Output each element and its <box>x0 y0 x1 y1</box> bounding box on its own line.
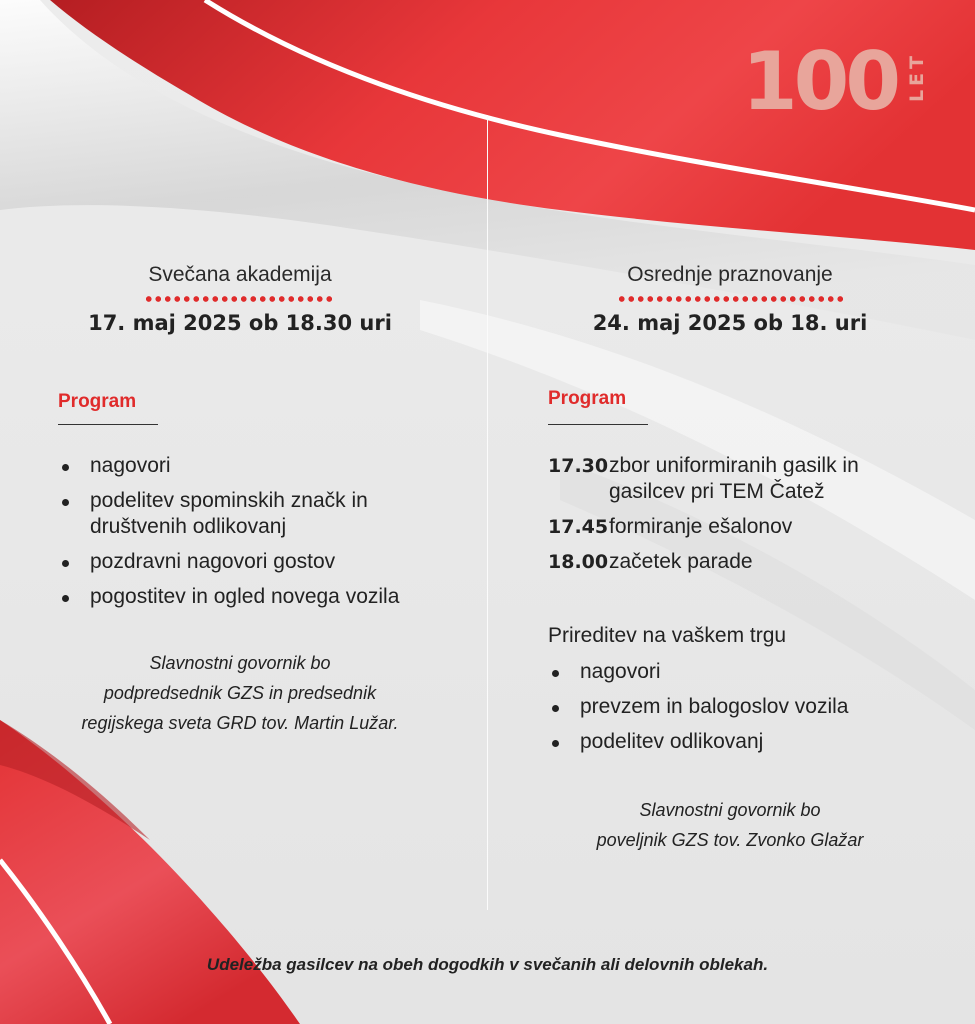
right-program-rule <box>548 424 648 425</box>
speaker-line: Slavnostni govornik bo <box>149 653 331 673</box>
left-dotted-line <box>144 295 336 303</box>
left-program-list <box>58 453 438 619</box>
schedule-time: 17.30 <box>548 455 609 477</box>
list-item: prevzem in balogoslov vozila <box>548 694 928 720</box>
schedule-text: formiranje ešalonov <box>609 515 793 538</box>
right-schedule <box>548 453 908 584</box>
right-event-list <box>548 659 928 764</box>
schedule-text: začetek parade <box>609 550 753 573</box>
footer-note: Udeležba gasilcev na obeh dogodkih v svečanih ali delovnih oblekah. <box>206 955 769 974</box>
schedule-time: 18.00 <box>548 551 609 573</box>
schedule-time: 17.45 <box>548 516 609 538</box>
right-event-header <box>550 263 910 335</box>
right-event-date: 24. maj 2025 ob 18. uri <box>592 311 868 335</box>
list-item: nagovori <box>548 659 928 685</box>
column-divider <box>487 115 488 910</box>
speaker-line: poveljnik GZS tov. Zvonko Glažar <box>596 830 864 850</box>
list-item: pozdravni nagovori gostov <box>58 549 438 575</box>
schedule-row <box>548 453 908 505</box>
speaker-line: regijskega sveta GRD tov. Martin Lužar. <box>81 713 399 733</box>
right-dotted-line <box>617 295 843 303</box>
list-item: podelitev odlikovanj <box>548 729 928 755</box>
list-item: podelitev spominskih značk in društvenih odlikovanj <box>58 488 438 540</box>
schedule-row <box>548 514 908 540</box>
right-program-label: Program <box>548 388 627 409</box>
list-item: pogostitev in ogled novega vozila <box>58 584 438 610</box>
schedule-row <box>548 549 908 575</box>
right-event-title: Osrednje praznovanje <box>627 263 833 286</box>
right-event-subtitle: Prireditev na vaškem trgu <box>548 624 787 647</box>
speaker-line: Slavnostni govornik bo <box>639 800 821 820</box>
schedule-text: zbor uniformiranih gasilk in gasilcev pri TEM Čatež <box>609 454 859 503</box>
left-program-label: Program <box>58 391 137 412</box>
badge-number: 100 <box>742 35 897 128</box>
left-event-title: Svečana akademija <box>148 263 332 286</box>
speaker-line: podpredsednik GZS in predsednik <box>103 683 377 703</box>
badge-word: LET <box>906 52 928 103</box>
left-event-date: 17. maj 2025 ob 18.30 uri <box>88 311 392 335</box>
left-speaker-note <box>40 648 440 738</box>
left-program-rule <box>58 424 158 425</box>
right-speaker-note <box>530 795 930 855</box>
list-item: nagovori <box>58 453 438 479</box>
left-event-header <box>60 263 420 335</box>
